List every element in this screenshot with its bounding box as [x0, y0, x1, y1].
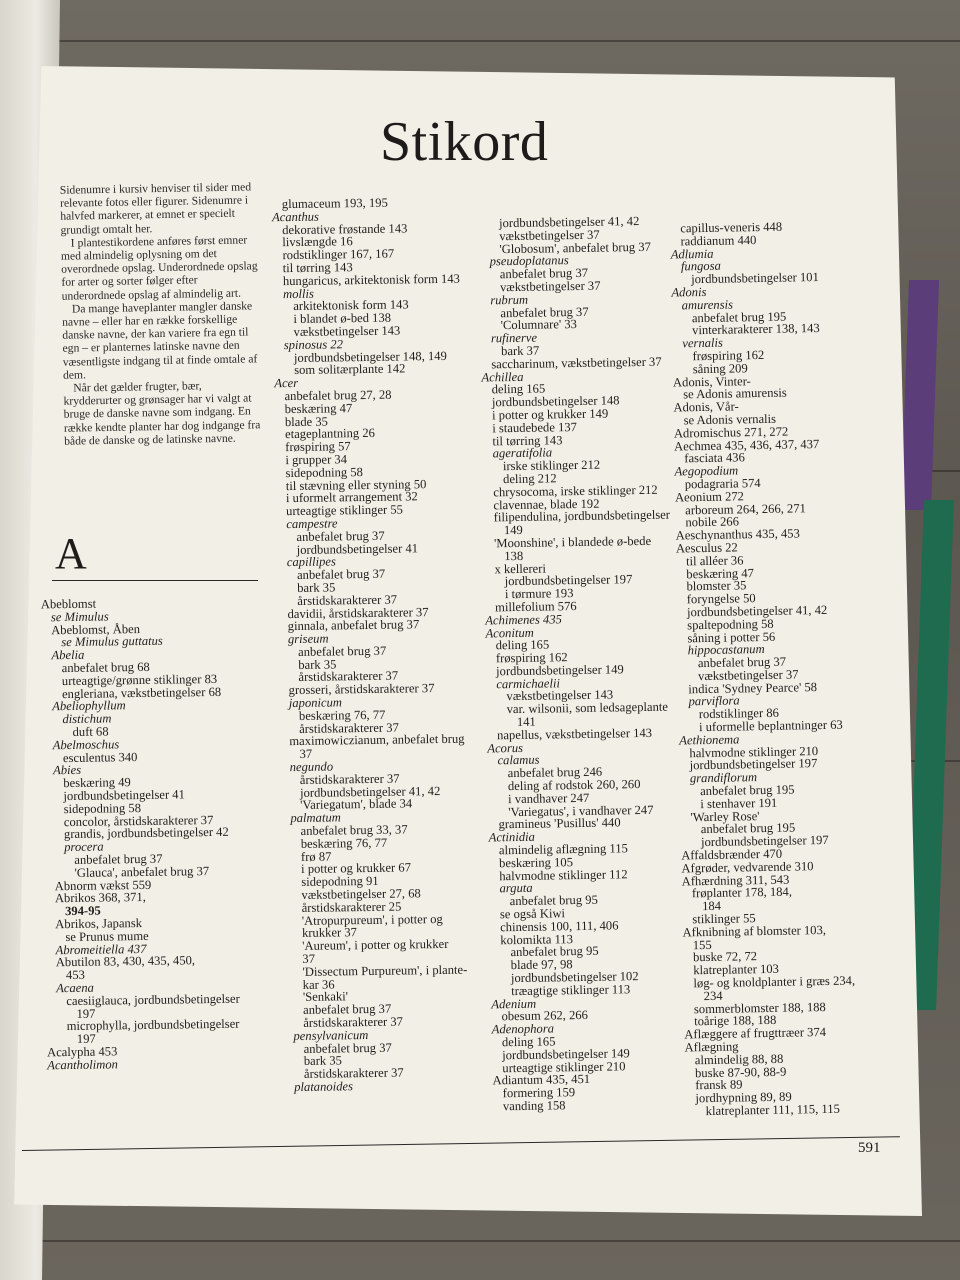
index-entry: parviflora — [688, 693, 740, 709]
index-entry: calamus — [497, 753, 540, 768]
index-entry: dekorative frøstande 143 — [282, 220, 408, 237]
index-entry: 'Atropurpureum', i potter og — [301, 911, 443, 928]
index-entry: Adonis, Vår- — [673, 399, 739, 415]
index-entry: etageplantning 26 — [284, 426, 376, 442]
index-entry: beskæring 47 — [686, 565, 754, 581]
index-entry: urteagtige stiklinger 55 — [286, 502, 404, 519]
index-entry: 'Senkaki' — [302, 989, 349, 1005]
index-entry: i potter og krukker 67 — [301, 860, 412, 877]
index-entry: frøspiring 162 — [692, 347, 765, 364]
section-letter: A — [55, 529, 87, 578]
index-entry: 453 — [65, 967, 85, 983]
index-entry: sidepodning 58 — [285, 464, 363, 480]
index-entry: jordbundsbetingelser 149 — [502, 1046, 630, 1063]
index-entry: pensylvanicum — [293, 1027, 369, 1043]
index-entry: Acanthus — [271, 209, 319, 225]
index-entry: jordbundsbetingelser 41, 42 — [299, 783, 441, 800]
index-entry: grandis, jordbundsbetingelser 42 — [63, 825, 229, 842]
index-entry: anbefalet brug 37 — [296, 566, 386, 583]
index-entry: beskæring 76, 77 — [298, 707, 386, 723]
index-entry: 149 — [503, 522, 523, 538]
index-entry: jordhypning 89, 89 — [695, 1089, 792, 1106]
index-entry: se også Kiwi — [499, 906, 566, 922]
index-entry: såning 209 — [692, 361, 748, 376]
index-entry: rufinerve — [490, 330, 538, 346]
index-entry: beskæring 105 — [499, 854, 574, 871]
index-entry: krukker 37 — [301, 925, 358, 941]
index-entry: Afgrøder, vedvarende 310 — [681, 859, 814, 876]
index-entry: podagraria 574 — [684, 475, 761, 492]
index-entry: 'Variegatum', blade 34 — [300, 796, 413, 813]
index-entry: Adenophora — [491, 1021, 555, 1037]
index-entry: anbefalet brug 37 — [697, 654, 787, 671]
index-entry: årstidskarakterer 37 — [298, 669, 399, 685]
index-entry: ginnala, anbefalet brug 37 — [287, 617, 420, 634]
index-entry: Abrikos 368, 371, — [54, 890, 146, 906]
index-entry: jordbundsbetingelser 197 — [689, 756, 818, 773]
index-entry: årstidskarakterer 37 — [303, 1065, 404, 1082]
index-entry: vækstbetingelser 37 — [499, 278, 601, 295]
index-entry: årstidskarakterer 37 — [297, 592, 398, 608]
index-entry: chinensis 100, 111, 406 — [500, 918, 619, 935]
index-entry: i vandhaver 247 — [508, 790, 590, 806]
index-entry: bark 37 — [500, 343, 540, 359]
index-entry: Aechmea 435, 436, 437, 437 — [673, 436, 820, 454]
index-entry: træagtige stiklinger 113 — [511, 982, 631, 998]
index-entry: negundo — [289, 759, 334, 775]
index-entry: frøspiring 57 — [285, 439, 351, 455]
index-entry: platanoides — [294, 1079, 354, 1095]
index-entry: Adiantum 435, 451 — [492, 1072, 591, 1088]
index-entry: i uformelle beplantninger 63 — [698, 717, 843, 735]
index-entry: urteagtige stiklinger 210 — [502, 1058, 626, 1075]
index-entry: se Adonis vernalis — [683, 411, 777, 428]
index-entry: Abeblomst — [40, 596, 97, 612]
index-entry: rubrum — [490, 292, 529, 308]
index-entry: jordbundsbetingelser 197 — [700, 833, 829, 850]
index-entry: 394-95 — [64, 903, 101, 919]
index-entry: grosseri, årstidskarakterer 37 — [288, 681, 435, 698]
index-entry: jordbundsbetingelser 148 — [491, 393, 620, 410]
index-entry: mollis — [282, 286, 314, 301]
intro-paragraph: Da mange haveplanter mangler danske navne – eller har en række forskellige danske navne, der kan variere fra egn til egn – er planternes latinske navne den væsentligste indgang til at finde omtale af dem. — [62, 299, 258, 382]
index-entry: i grupper 34 — [285, 452, 348, 468]
index-entry: i uformelt arrangement 32 — [285, 489, 418, 506]
index-entry: fransk 89 — [695, 1077, 743, 1093]
index-entry: anbefalet brug 37 — [302, 1001, 392, 1018]
index-entry: se Adonis amurensis — [683, 385, 787, 402]
index-entry: jordbundsbetingelser 41, 42 — [686, 602, 828, 620]
index-entry: Aeonium 272 — [674, 489, 745, 505]
index-entry: Afknibning af blomster 103, — [682, 922, 827, 940]
index-entry: jordbundsbetingelser 41 — [63, 787, 185, 804]
index-entry: arguta — [499, 881, 533, 896]
index-entry: procera — [64, 839, 104, 855]
index-entry: capillipes — [286, 554, 336, 570]
index-entry: 141 — [516, 714, 536, 730]
index-entry: buske 72, 72 — [692, 949, 758, 965]
index-entry: 'Dissectum Purpureum', i plante- — [302, 962, 468, 979]
index-entry: Acalypha 453 — [46, 1044, 118, 1060]
index-entry: til stævning eller styning 50 — [285, 476, 427, 493]
index-entry: deling 165 — [495, 637, 550, 653]
index-entry: anbefalet brug 37 — [297, 643, 387, 659]
index-entry: Adromischus 271, 272 — [673, 424, 789, 441]
index-entry: arboreum 264, 266, 271 — [685, 500, 806, 517]
index-entry: Adlumia — [670, 246, 714, 262]
index-entry: indica 'Sydney Pearce' 58 — [688, 679, 818, 697]
index-entry: sommerblomster 188, 188 — [693, 999, 826, 1016]
index-entry: buske 87-90, 88-9 — [694, 1064, 787, 1080]
index-entry: til tørring 143 — [282, 260, 353, 276]
index-entry: Aesculus 22 — [675, 540, 738, 556]
index-entry: jordbundsbetingelser 41 — [296, 540, 419, 557]
index-entry: toårige 188, 188 — [694, 1013, 777, 1029]
index-entry: glumaceum 193, 195 — [281, 195, 388, 212]
index-entry: rodstiklinger 86 — [698, 706, 780, 722]
index-entry: Acantholimon — [47, 1057, 118, 1073]
index-entry: se Mimulus guttatus — [61, 634, 163, 650]
index-entry: obesum 262, 266 — [501, 1008, 589, 1024]
index-entry: anbefalet brug 195 — [691, 309, 787, 325]
index-entry: beskæring 47 — [284, 400, 353, 416]
index-entry: til alléer 36 — [685, 553, 744, 569]
index-column-3 — [479, 215, 679, 1114]
index-entry: vækstbetingelser 143 — [293, 323, 401, 339]
page-edge-purple — [901, 280, 939, 510]
index-entry: amurensis — [681, 297, 734, 313]
index-entry: anbefalet brug 37 — [500, 304, 589, 320]
index-entry: til tørring 143 — [492, 432, 563, 448]
index-entry: 'Glauca', anbefalet brug 37 — [74, 863, 210, 880]
index-entry: løg- og knoldplanter i græs 234, — [693, 973, 856, 991]
index-entry: 'Aureum', i potter og krukker — [302, 937, 449, 954]
index-entry: grandiflorum — [689, 770, 758, 786]
index-entry: Aethionema — [679, 732, 740, 748]
index-entry: nobile 266 — [685, 514, 740, 530]
index-entry: klatreplanter 103 — [693, 962, 780, 978]
index-entry: anbefalet brug 37 — [74, 851, 163, 867]
intro-paragraph: I plantestikordene anføres først emner med almindelig oplysning om det overordnede opslag. Underordnede opslag for arter og sorter følger efter underordnede opslag af almindelig art. — [60, 233, 258, 303]
index-entry: i blandet ø-bed 138 — [293, 310, 392, 327]
section-rule — [52, 580, 258, 581]
index-entry: gramineus 'Pusillus' 440 — [498, 815, 621, 832]
index-entry: millefolium 576 — [494, 598, 577, 615]
index-entry: bark 35 — [303, 1053, 343, 1069]
index-entry: årstidskarakterer 25 — [301, 899, 402, 915]
index-entry: Actinidia — [488, 829, 535, 845]
index-entry: blomster 35 — [686, 578, 747, 594]
index-entry: Aconitum — [485, 625, 534, 640]
index-entry: deling 165 — [501, 1034, 556, 1050]
index-entry: klatreplanter 111, 115, 115 — [705, 1101, 840, 1119]
index-entry: frø 87 — [300, 849, 332, 864]
index-entry: i potter og krukker 149 — [491, 406, 609, 423]
index-entry: årstidskarakterer 37 — [303, 1014, 404, 1030]
index-entry: saccharinum, vækstbetingelser 37 — [491, 354, 662, 372]
index-entry: vernalis — [682, 335, 724, 351]
index-entry: spinosus 22 — [283, 337, 344, 352]
index-entry: almindelig 88, 88 — [694, 1051, 784, 1068]
index-entry: 'Columnare' 33 — [500, 317, 578, 333]
index-entry: maximowiczianum, anbefalet brug — [289, 732, 465, 749]
index-entry: duft 68 — [72, 724, 109, 739]
index-entry: Abrikos, Japansk — [55, 915, 143, 932]
index-entry: distichum — [62, 711, 112, 727]
index-entry: capillus-veneris 448 — [680, 219, 783, 236]
index-entry: var. wilsonii, som ledsageplante — [506, 699, 669, 717]
index-entry: anbefalet brug 95 — [510, 944, 599, 960]
index-entry: blade 97, 98 — [510, 957, 573, 973]
index-entry: se Mimulus — [50, 609, 109, 625]
index-entry: vækstbetingelser 37 — [697, 667, 799, 684]
index-entry: ageratifolia — [492, 445, 553, 461]
index-entry: Acaena — [56, 980, 95, 996]
index-entry: hippocastanum — [687, 642, 765, 658]
index-entry: halvmodne stiklinger 210 — [689, 743, 819, 760]
index-entry: halvmodne stiklinger 112 — [499, 866, 628, 883]
index-entry: deling 165 — [491, 381, 546, 397]
index-entry: carmichaelii — [496, 675, 561, 691]
index-entry: almindelig aflægning 115 — [498, 841, 628, 858]
index-entry: Abeliophyllum — [52, 698, 126, 714]
index-entry: årstidskarakterer 37 — [299, 771, 400, 787]
index-entry: stiklinger 55 — [692, 911, 756, 927]
index-entry: filipendulina, jordbundsbetingelser — [493, 507, 671, 525]
index-entry: anbefalet brug 246 — [507, 764, 603, 781]
index-entry: beskæring 76, 77 — [300, 835, 388, 851]
index-entry: esculentus 340 — [62, 749, 138, 765]
index-entry: se Prunus mume — [65, 928, 149, 944]
index-entry: caesiiglauca, jordbundsbetingelser — [66, 991, 240, 1008]
index-entry: formering 159 — [502, 1085, 576, 1101]
index-entry: Aflæggere af frugttræer 374 — [684, 1025, 827, 1042]
index-entry: anbefalet brug 33, 37 — [300, 822, 408, 838]
index-entry: deling af rodstok 260, 260 — [507, 777, 641, 794]
index-entry: vanding 158 — [502, 1098, 566, 1114]
index-entry: frøplanter 178, 184, — [691, 884, 793, 901]
index-entry: Afhærdning 311, 543 — [681, 872, 790, 889]
index-entry: Acorus — [487, 740, 524, 756]
index-entry: engleriana, vækstbetingelser 68 — [61, 684, 222, 701]
index-entry: foryngelse 50 — [686, 591, 756, 607]
index-entry: Achillea — [481, 369, 524, 385]
index-entry: frøspiring 162 — [495, 650, 568, 666]
index-entry: spaltepodning 58 — [687, 616, 774, 633]
index-entry: microphylla, jordbundsbetingelser — [66, 1016, 240, 1034]
index-entry: sidepodning 58 — [63, 800, 142, 816]
index-entry: Adenium — [491, 996, 537, 1012]
index-entry: Abelmoschus — [52, 737, 120, 752]
index-entry: 'Warley Rose' — [690, 808, 760, 824]
index-entry: concolor, årstidskarakterer 37 — [63, 812, 214, 829]
index-entry: japonicum — [288, 695, 343, 711]
index-entry: anbefalet brug 95 — [509, 892, 598, 909]
index-entry: anbefalet brug 37 — [296, 528, 385, 544]
index-entry: x kellereri — [494, 561, 547, 576]
intro-text — [60, 180, 263, 447]
index-entry: chrysocoma, irske stiklinger 212 — [493, 482, 658, 500]
index-entry: jordbundsbetingelser 197 — [504, 572, 633, 589]
index-entry: Adonis — [671, 284, 707, 300]
index-entry: i stenhaver 191 — [700, 795, 778, 811]
index-entry: jordbundsbetingelser 102 — [510, 969, 639, 986]
index-entry: Abelia — [51, 647, 85, 663]
index-entry: anbefalet brug 195 — [700, 782, 795, 799]
index-entry: Adonis, Vinter- — [672, 373, 751, 390]
index-entry: årstidskarakterer 37 — [299, 720, 399, 736]
index-entry: Abutilon 83, 430, 435, 450, — [55, 953, 196, 970]
index-entry: 37 — [299, 747, 313, 762]
index-entry: kolomikta 113 — [500, 931, 574, 947]
index-entry: jordbundsbetingelser 101 — [691, 270, 819, 287]
index-entry: Acer — [274, 376, 299, 391]
index-entry: livslængde 16 — [282, 234, 353, 250]
index-entry: arkitektonisk form 143 — [293, 297, 409, 314]
index-entry: 197 — [76, 1006, 96, 1021]
index-entry: deling 212 — [502, 471, 557, 487]
index-entry: rodstiklinger 167, 167 — [282, 246, 395, 263]
index-entry: vinterkarakterer 138, 143 — [691, 321, 820, 338]
index-entry: Aeschynanthus 435, 453 — [675, 526, 800, 543]
index-entry: vækstbetingelser 143 — [506, 687, 614, 704]
index-entry: i tørmure 193 — [504, 586, 574, 602]
index-entry: kar 36 — [302, 977, 335, 992]
index-entry: Abies — [53, 763, 82, 778]
index-entry: Aegopodium — [674, 463, 739, 479]
page-title: Stikord — [380, 111, 549, 173]
index-entry: bark 35 — [298, 657, 337, 672]
index-entry: blade 35 — [284, 414, 328, 429]
index-entry: 155 — [692, 937, 712, 952]
index-entry: 'Moonshine', i blandede ø-bede — [493, 533, 652, 551]
index-entry: Abromeitiella 437 — [55, 941, 147, 957]
index-entry: Affaldsbrænder 470 — [681, 846, 783, 863]
index-entry: urteagtige/grønne stiklinger 83 — [61, 671, 218, 688]
index-entry: sidepodning 91 — [301, 874, 379, 890]
index-entry: 197 — [76, 1031, 96, 1047]
index-entry: anbefalet brug 27, 28 — [284, 387, 392, 404]
intro-paragraph: Sidenumre i kursiv henviser til sider med relevante fotos eller figurer. Sidenumre i halvfed markerer, at emnet er specielt grundigt omtalt her. — [59, 180, 252, 237]
index-entry: davidii, årstidskarakterer 37 — [287, 604, 429, 621]
index-entry: 'Variegatus', i vandhaver 247 — [508, 802, 654, 819]
index-column-1 — [41, 596, 241, 1072]
index-entry: bark 35 — [297, 580, 336, 595]
index-entry: Aflægning — [684, 1039, 739, 1055]
index-column-2 — [262, 196, 471, 1094]
index-entry: beskæring 49 — [63, 775, 131, 791]
intro-paragraph: Når det gælder frugter, bær, krydderurter og grønsager har vi valgt at bruge de danske navne som indgang. En række kendte planter har dog indgange fra både de danske og de latinske navne. — [63, 379, 261, 448]
index-entry: clavennae, blade 192 — [493, 496, 600, 512]
index-entry: 184 — [702, 899, 722, 914]
index-entry: 138 — [504, 548, 524, 563]
index-entry: anbefalet brug 195 — [700, 820, 796, 837]
index-entry: pseudoplatanus — [489, 253, 569, 269]
index-entry: Abnorm vækst 559 — [54, 877, 152, 893]
index-entry: 'Globosum', anbefalet brug 37 — [499, 239, 651, 256]
index-entry: jordbundsbetingelser 148, 149 — [293, 348, 447, 365]
index-entry: 234 — [703, 988, 723, 1003]
index-entry: i staudebede 137 — [492, 419, 578, 436]
index-entry: Achimenes 435 — [485, 611, 562, 628]
index-entry: såning i potter 56 — [687, 629, 776, 645]
index-entry: palmatum — [290, 810, 341, 826]
index-entry: griseum — [287, 631, 329, 647]
index-entry: napellus, vækstbetingelser 143 — [496, 725, 653, 743]
index-entry: 37 — [302, 951, 316, 966]
index-entry: Abeblomst, Åben — [51, 621, 141, 637]
index-column-4 — [670, 220, 857, 1119]
index-entry: raddianum 440 — [680, 232, 757, 249]
index-entry: fasciata 436 — [684, 450, 745, 466]
index-entry: hungaricus, arkitektonisk form 143 — [282, 271, 460, 288]
index-entry: campestre — [286, 516, 338, 532]
index-entry: vækstbetingelser 27, 68 — [301, 886, 421, 902]
index-entry: anbefalet brug 37 — [499, 266, 589, 282]
index-entry: jordbundsbetingelser 41, 42 — [498, 214, 640, 231]
index-entry: vækstbetingelser 37 — [499, 227, 600, 243]
index-entry: anbefalet brug 37 — [303, 1040, 392, 1056]
page-number: 591 — [858, 1140, 881, 1156]
index-entry: irske stiklinger 212 — [502, 457, 601, 474]
index-entry: fungosa — [680, 259, 721, 274]
index-entry: anbefalet brug 68 — [61, 659, 150, 676]
index-entry: jordbundsbetingelser 149 — [495, 662, 624, 679]
index-entry: som solitærplante 142 — [294, 361, 406, 378]
